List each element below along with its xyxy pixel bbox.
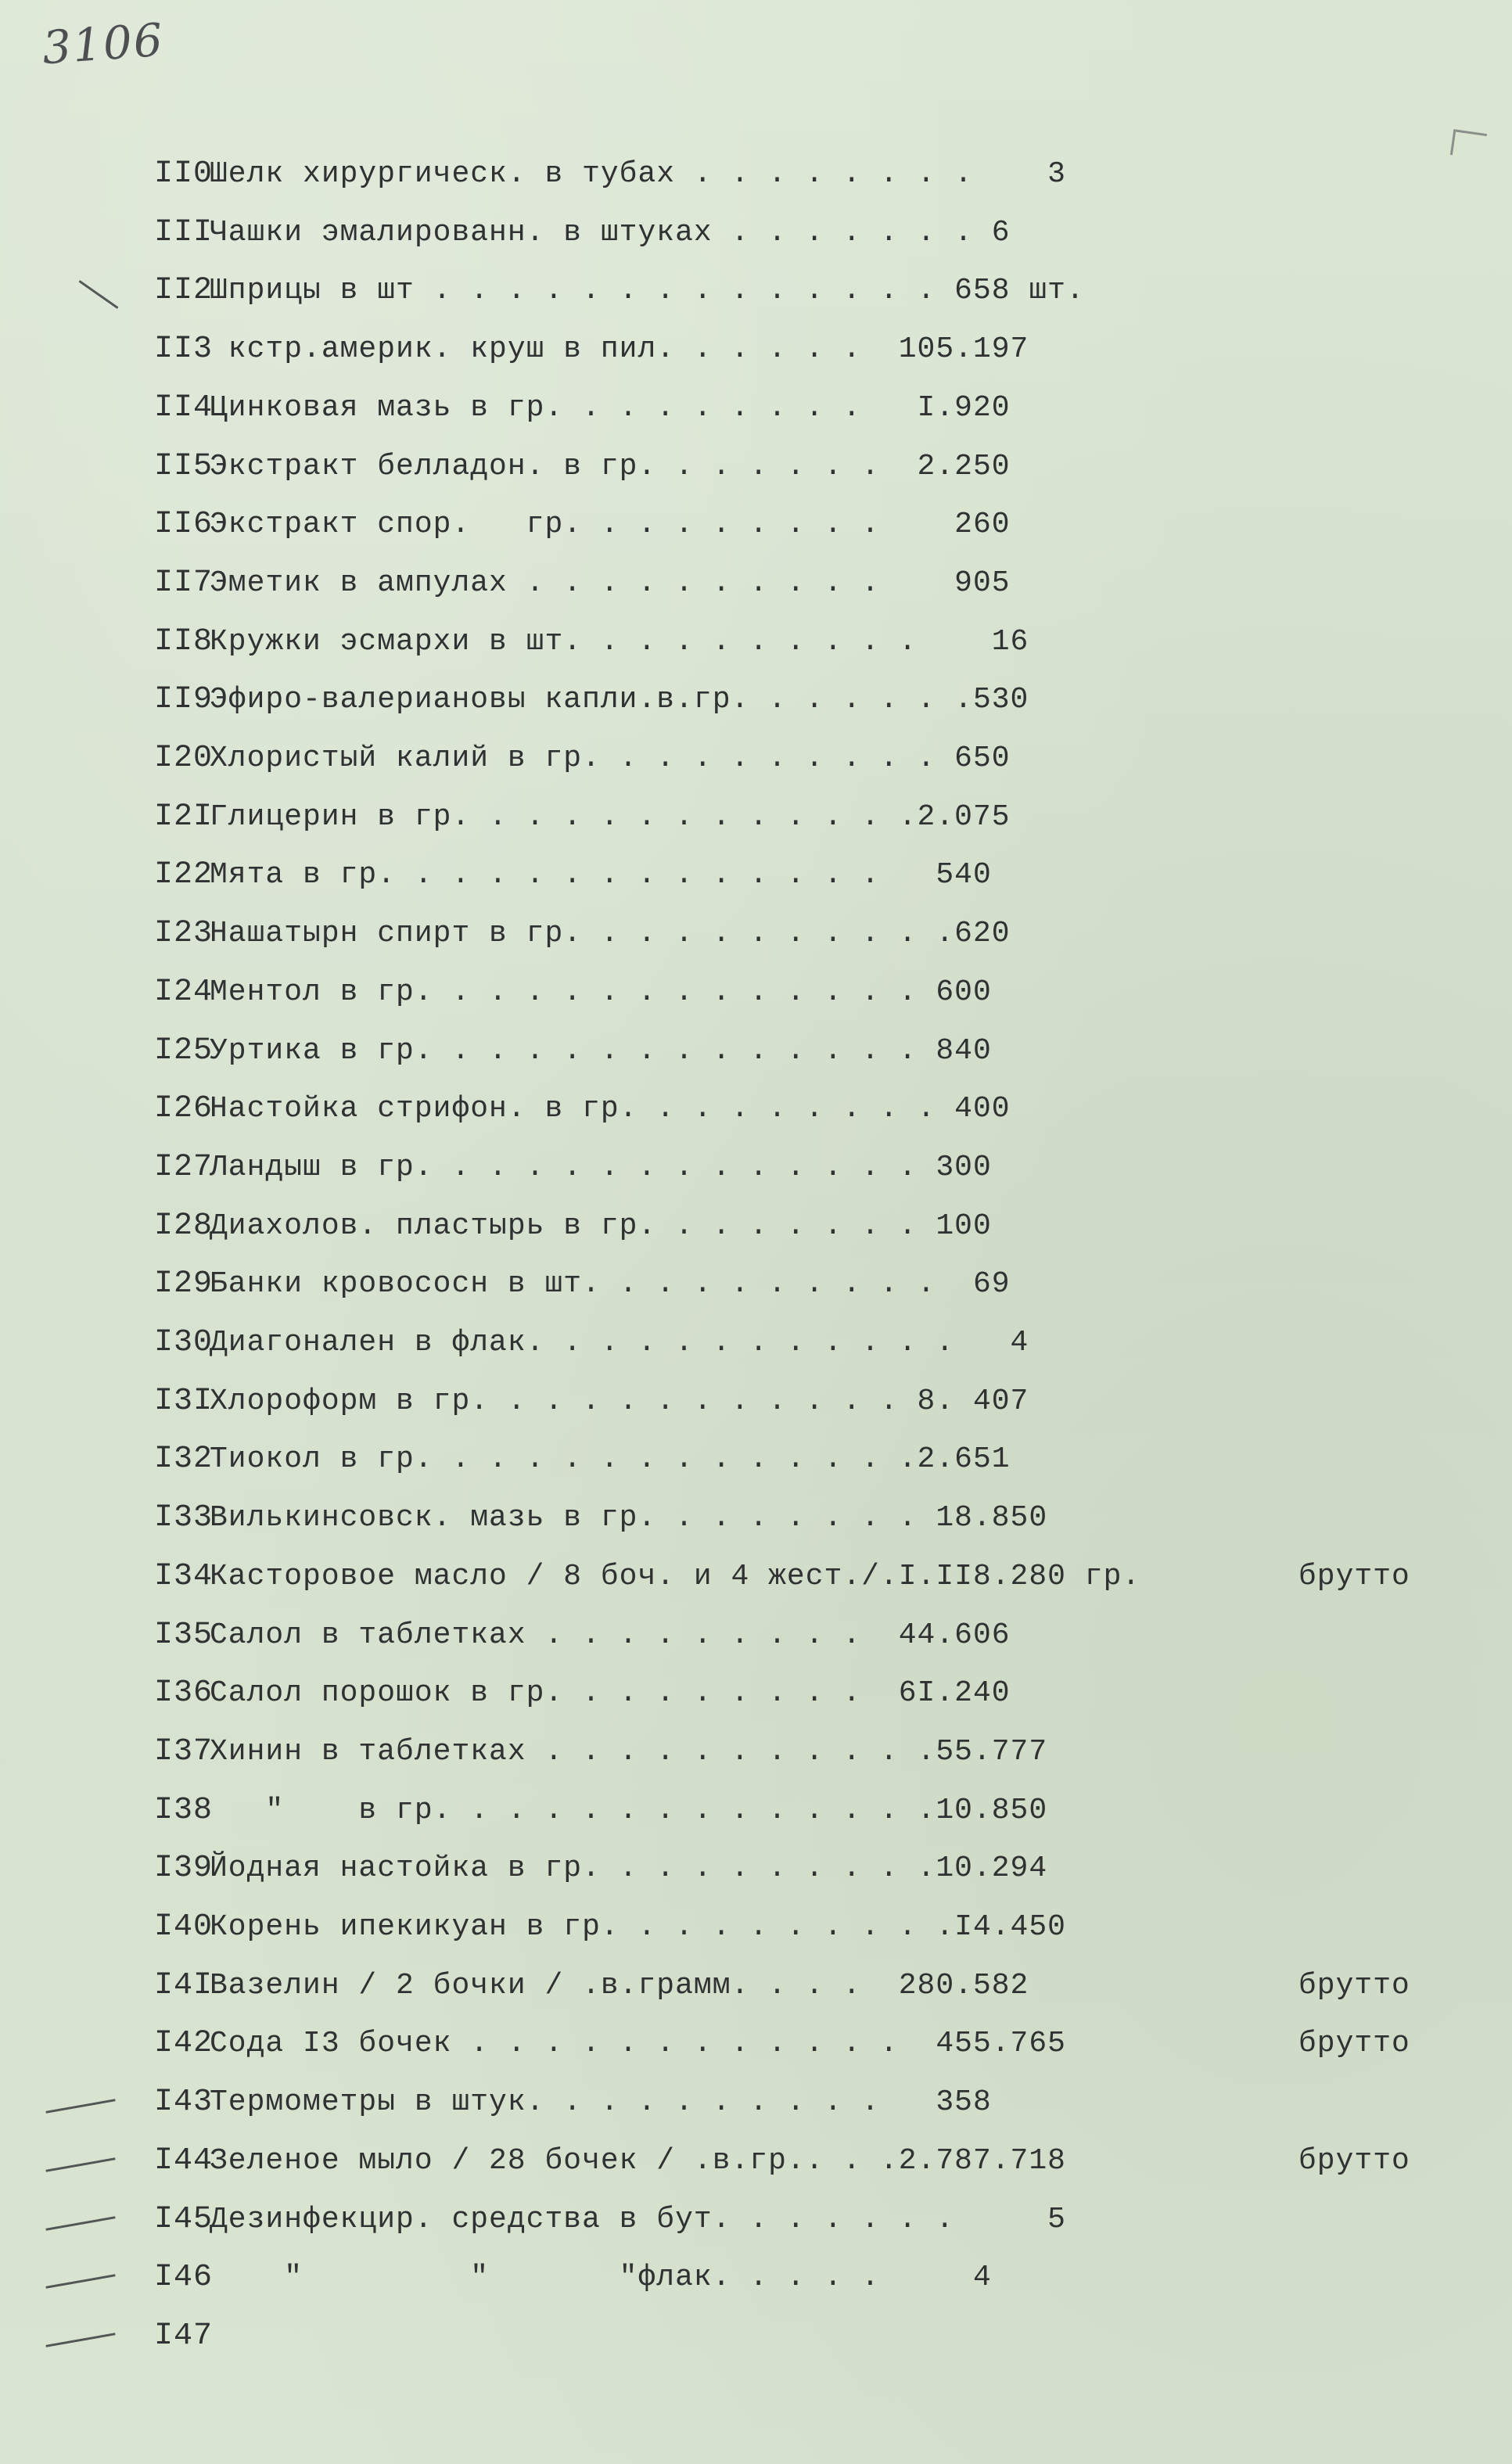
- item-number: I36: [153, 1676, 213, 1711]
- item-text: Вазелин / 2 бочки / .в.грамм. . . . 280.582: [210, 1969, 1029, 2002]
- list-item: [0, 2250, 1512, 2305]
- item-text: Хлористый калий в гр. . . . . . . . . . 650: [210, 742, 1011, 775]
- item-number: I22: [153, 857, 213, 893]
- pencil-tick-mark: [45, 2099, 115, 2114]
- list-item: [0, 848, 1512, 903]
- list-item: [0, 497, 1512, 552]
- list-item: [0, 556, 1512, 611]
- list-item: [0, 1257, 1512, 1312]
- item-number: I42: [153, 2026, 213, 2061]
- item-text: Нашатырн спирт в гр. . . . . . . . . . .620: [210, 917, 1011, 950]
- list-item: [0, 1666, 1512, 1721]
- item-text: Салол порошок в гр. . . . . . . . . 6I.240: [210, 1676, 1011, 1710]
- item-number: I40: [153, 1909, 213, 1945]
- list-item: [0, 2134, 1512, 2189]
- list-item: [0, 264, 1512, 318]
- item-number: I43: [153, 2085, 213, 2120]
- item-number: I23: [153, 916, 213, 951]
- item-text: Экстракт белладон. в гр. . . . . . . 2.250: [210, 450, 1011, 483]
- list-item: [0, 1432, 1512, 1487]
- item-text: Корень ипекикуан в гр. . . . . . . . . .I4.450: [210, 1910, 1066, 1944]
- list-item: [0, 206, 1512, 260]
- item-number: II6: [153, 507, 213, 542]
- item-number: I37: [153, 1734, 213, 1769]
- pencil-tick-mark: [45, 2216, 115, 2231]
- item-number: I34: [153, 1559, 213, 1594]
- item-text: Зеленое мыло / 28 бочек / .в.гр.. . .2.787.718: [210, 2144, 1066, 2178]
- list-item: [0, 1374, 1512, 1429]
- item-number: II9: [153, 682, 213, 717]
- item-text: Цинковая мазь в гр. . . . . . . . . I.920: [210, 391, 1011, 425]
- item-number: I44: [153, 2143, 213, 2178]
- item-text: Шприцы в шт . . . . . . . . . . . . . . 658 шт.: [210, 274, 1085, 307]
- list-item: [0, 322, 1512, 377]
- list-item: [0, 2193, 1512, 2247]
- item-text: Уртика в гр. . . . . . . . . . . . . . 840: [210, 1034, 992, 1068]
- list-item: [0, 1082, 1512, 1137]
- list-item: [0, 1608, 1512, 1663]
- item-note: брутто: [1298, 1969, 1410, 2002]
- item-number: I26: [153, 1091, 213, 1126]
- list-item: [0, 1550, 1512, 1604]
- item-text: Мята в гр. . . . . . . . . . . . . . 540: [210, 858, 992, 892]
- item-text: Настойка стрифон. в гр. . . . . . . . . 400: [210, 1092, 1011, 1126]
- pencil-tick-mark: [45, 2333, 115, 2347]
- item-text: Йодная настойка в гр. . . . . . . . . .10.294: [210, 1852, 1048, 1885]
- pencil-tick-mark: [45, 2274, 115, 2289]
- item-text: " в гр. . . . . . . . . . . . . .10.850: [210, 1794, 1048, 1827]
- list-item: [0, 1959, 1512, 2013]
- list-item: [0, 615, 1512, 670]
- item-number: I46: [153, 2260, 213, 2295]
- item-note: брутто: [1298, 2144, 1410, 2178]
- list-item: [0, 1140, 1512, 1195]
- list-item: [0, 440, 1512, 494]
- item-number: II7: [153, 566, 213, 601]
- list-item: [0, 1900, 1512, 1955]
- item-number: I29: [153, 1266, 213, 1302]
- list-item: [0, 1199, 1512, 1254]
- item-text: Касторовое масло / 8 боч. и 4 жест./.I.II8.280 гр.: [210, 1560, 1141, 1593]
- item-number: I38: [153, 1793, 213, 1828]
- item-number: I39: [153, 1851, 213, 1886]
- item-text: Термометры в штук. . . . . . . . . . 358: [210, 2085, 992, 2119]
- list-item: [0, 2075, 1512, 2130]
- list-item: [0, 2017, 1512, 2071]
- list-item: [0, 1491, 1512, 1546]
- item-text: Диагонален в флак. . . . . . . . . . . . 4: [210, 1326, 1029, 1360]
- list-item: [0, 1783, 1512, 1838]
- item-text: Банки кровососн в шт. . . . . . . . . . 69: [210, 1267, 1011, 1301]
- item-number: II4: [153, 390, 213, 426]
- item-number: I3I: [153, 1384, 213, 1419]
- item-note: брутто: [1298, 1560, 1410, 1593]
- item-number: I20: [153, 741, 213, 776]
- list-item: [0, 1725, 1512, 1780]
- item-number: I4I: [153, 1968, 213, 2003]
- item-text: кстр.америк. круш в пил. . . . . . 105.197: [210, 332, 1029, 366]
- item-text: Тиокол в гр. . . . . . . . . . . . . .2.651: [210, 1442, 1011, 1476]
- list-item: [0, 1316, 1512, 1370]
- item-text: Эметик в ампулах . . . . . . . . . . 905: [210, 566, 1011, 600]
- item-number: I28: [153, 1209, 213, 1244]
- item-number: I27: [153, 1150, 213, 1185]
- list-item: [0, 965, 1512, 1020]
- list-item: [0, 381, 1512, 436]
- item-text: Глицерин в гр. . . . . . . . . . . . .2.075: [210, 800, 1011, 834]
- item-number: II2: [153, 273, 213, 308]
- item-text: Хинин в таблетках . . . . . . . . . . .55.777: [210, 1735, 1048, 1769]
- item-text: Хлороформ в гр. . . . . . . . . . . . 8. 407: [210, 1385, 1029, 1418]
- item-number: II8: [153, 624, 213, 659]
- list-item: [0, 907, 1512, 961]
- item-text: Диахолов. пластырь в гр. . . . . . . . 100: [210, 1209, 992, 1243]
- list-item: [0, 1841, 1512, 1896]
- item-number: I47: [153, 2319, 213, 2354]
- item-number: I2I: [153, 799, 213, 835]
- item-number: II0: [153, 156, 213, 192]
- item-number: II3: [153, 332, 213, 367]
- item-text: Сода I3 бочек . . . . . . . . . . . . 455.765: [210, 2027, 1066, 2060]
- item-text: Салол в таблетках . . . . . . . . . 44.606: [210, 1618, 1011, 1652]
- item-text: Экстракт спор. гр. . . . . . . . . 260: [210, 508, 1011, 541]
- item-text: Вилькинсовск. мазь в гр. . . . . . . . 18.850: [210, 1501, 1048, 1535]
- list-item: [0, 147, 1512, 202]
- item-text: Ментол в гр. . . . . . . . . . . . . . 600: [210, 975, 992, 1009]
- item-number: I32: [153, 1442, 213, 1477]
- item-number: II5: [153, 449, 213, 484]
- list-item: [0, 1024, 1512, 1079]
- item-text: Ландыш в гр. . . . . . . . . . . . . . 300: [210, 1151, 992, 1184]
- item-number: I45: [153, 2202, 213, 2237]
- pencil-tick-mark: [45, 2157, 115, 2172]
- item-number: I33: [153, 1500, 213, 1536]
- list-item: [0, 2309, 1512, 2364]
- item-text: Кружки эсмархи в шт. . . . . . . . . . 16: [210, 625, 1029, 659]
- list-item: [0, 731, 1512, 786]
- item-text: Дезинфекцир. средства в бут. . . . . . . 5: [210, 2203, 1066, 2236]
- item-note: брутто: [1298, 2027, 1410, 2060]
- item-text: Шелк хирургическ. в тубах . . . . . . . . 3: [210, 157, 1066, 191]
- item-text: Чашки эмалированн. в штуках . . . . . . . 6: [210, 216, 1011, 250]
- list-item: [0, 673, 1512, 727]
- item-number: I25: [153, 1033, 213, 1069]
- item-number: I30: [153, 1325, 213, 1360]
- item-text: " " "флак. . . . . 4: [210, 2261, 992, 2294]
- item-number: III: [153, 215, 213, 250]
- item-number: I24: [153, 975, 213, 1010]
- item-number: I35: [153, 1618, 213, 1653]
- list-item: [0, 790, 1512, 845]
- item-text: Эфиро-валериановы капли.в.гр. . . . . . .530: [210, 683, 1029, 717]
- archive-number: 3106: [40, 13, 166, 75]
